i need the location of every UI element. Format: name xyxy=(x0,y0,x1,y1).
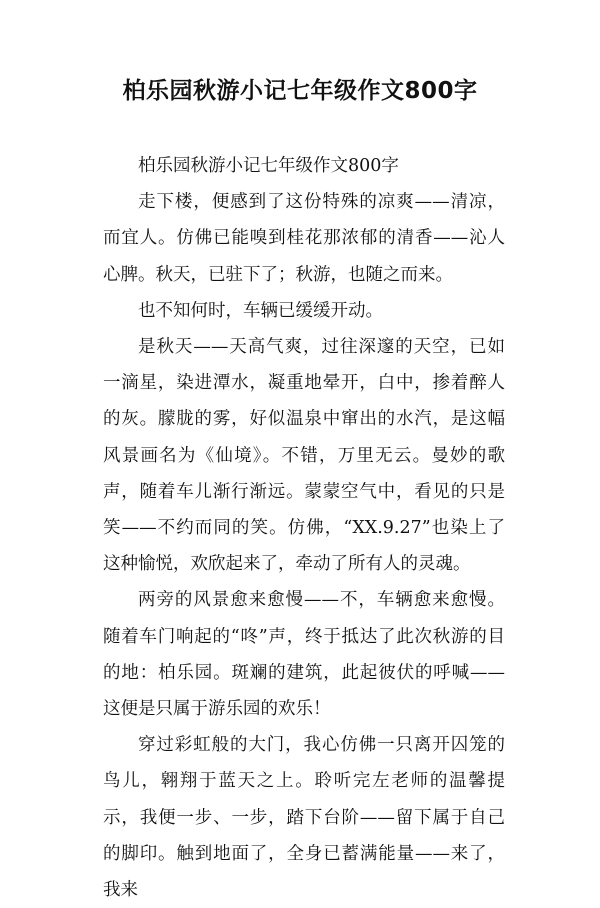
body-paragraph: 两旁的风景愈来愈慢——不，车辆愈来愈慢。随着车门响起的“咚”声，终于抵达了此次秋游的目的地：柏乐园。斑斓的建筑，此起彼伏的呼喊——这便是只属于游乐园的欢乐！ xyxy=(103,590,505,720)
body-paragraph: 也不知何时，车辆已缓缓开动。 xyxy=(138,300,383,321)
body-paragraph: 走下楼，便感到了这份特殊的凉爽——清凉，而宜人。仿佛已能嗅到桂花那浓郁的清香——沁人心脾。秋天，已驻下了；秋游，也随之而来。 xyxy=(103,192,505,285)
subtitle-paragraph: 柏乐园秋游小记七年级作文800字 xyxy=(138,156,399,176)
body-paragraph: 穿过彩虹般的大门，我心仿佛一只离开囚笼的鸟儿，翱翔于蓝天之上。聆听完左老师的温馨提示，我便一步、一步，踏下台阶——留下属于自己的脚印。触到地面了，全身已蓄满能量——来了，我来 xyxy=(103,735,505,901)
body-paragraph: 是秋天——天高气爽，过往深邃的天空，已如一滴星，染进潭水，凝重地晕开，白中，掺着醉人的灰。朦胧的雾，好似温泉中窜出的水汽，是这幅风景画名为《仙境》。不错，万里无云。曼妙的歌声，随着车儿渐行渐远。蒙蒙空气中，看见的只是笑——不约而同的笑。仿佛，“XX.9.27”也染上了这种愉悦，欢欣起来了，牵动了所有人的灵魂。 xyxy=(103,337,505,575)
document-body xyxy=(103,148,505,908)
document-title: 柏乐园秋游小记七年级作文800字 xyxy=(122,78,478,104)
